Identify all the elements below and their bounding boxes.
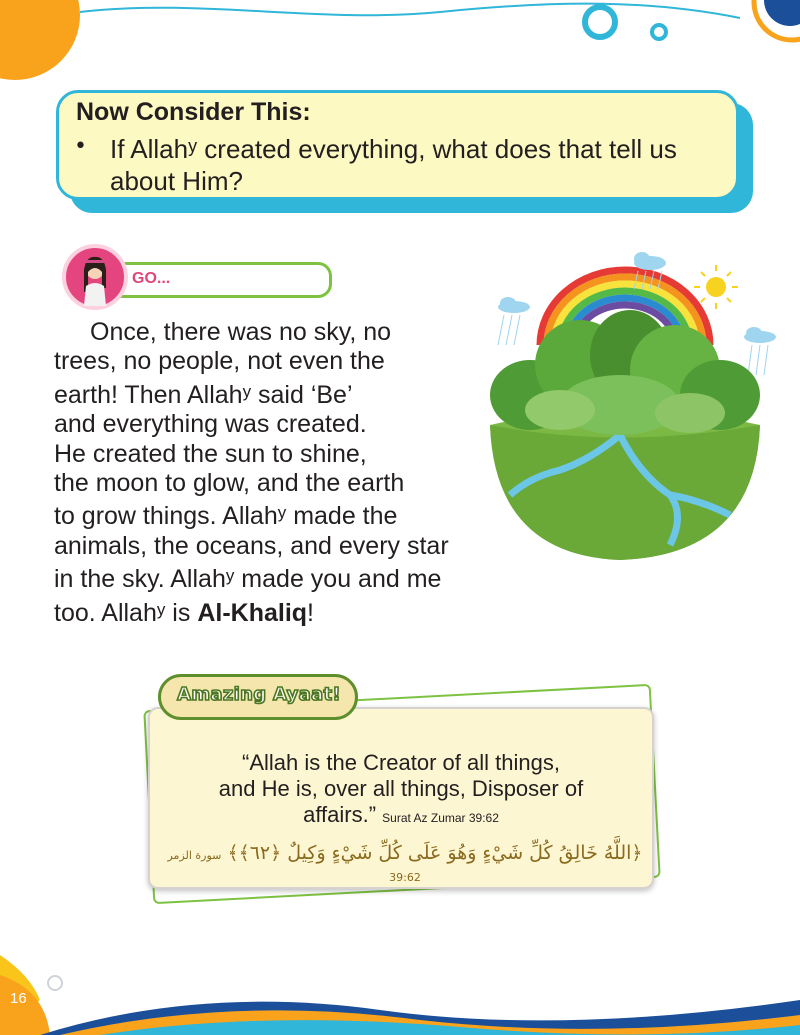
al-khaliq-term: Al-Khaliq [197, 598, 308, 627]
sun-icon [694, 265, 738, 309]
story-line: to grow things. Allah$^y$ made the [54, 502, 398, 531]
story-line: trees, no people, not even the [54, 347, 385, 376]
story-line: animals, the oceans, and every star [54, 531, 449, 560]
page-number: 16 [10, 990, 27, 1007]
ayaat-quote: “Allah is the Creator of all things, and He is, over all things, Disposer of affairs.” Surat Az Zumar 39:62 [218, 750, 584, 827]
consider-bullet: • [74, 134, 87, 159]
story-line: He created the sun to shine, [54, 439, 367, 468]
go-label: GO... [132, 270, 171, 287]
earth-illustration [470, 245, 780, 565]
ayaat-badge-label: Amazing Ayaat! [177, 684, 341, 705]
ring-small [652, 25, 666, 39]
story-line: too. Allah$^y$ is Al-Khaliq! [54, 598, 314, 627]
ayaat-arabic: ﴿اللَّهُ خَالِقُ كُلِّ شَيْءٍ وَهُوَ عَلَى كُلِّ شَيْءٍ وَكِيلٌ ﴿٦٢﴾﴾ سورة الزمر 39:62 [167, 842, 643, 884]
story-line: Once, there was no sky, no [90, 318, 392, 346]
go-avatar-circle [62, 244, 128, 310]
ayaat-arabic-ref: سورة الزمر 39:62 [167, 849, 421, 884]
ring-large [585, 7, 615, 37]
orange-corner-circle [0, 0, 80, 80]
consider-question: If Allah$^y$ created everything, what does that tell us about Him? [110, 134, 677, 196]
honorific-symbol: y [188, 136, 198, 156]
girl-avatar-icon [66, 248, 124, 306]
bottom-dot [48, 976, 62, 990]
corner-dot-right [764, 0, 800, 26]
story-line: the moon to glow, and the earth [54, 469, 405, 498]
top-wave-line [80, 4, 740, 18]
story-line: and everything was created. [54, 410, 367, 439]
bottom-decoration [0, 955, 800, 1035]
ayaat-source: Surat Az Zumar 39:62 [382, 811, 499, 825]
story-line: in the sky. Allah$^y$ made you and me [54, 565, 442, 594]
trees-icon [490, 310, 760, 435]
consider-title: Now Consider This: [76, 98, 311, 126]
top-decoration [0, 0, 800, 90]
story-line: earth! Then Allah$^y$ said ‘Be’ [54, 380, 353, 409]
story-paragraph [54, 318, 524, 628]
